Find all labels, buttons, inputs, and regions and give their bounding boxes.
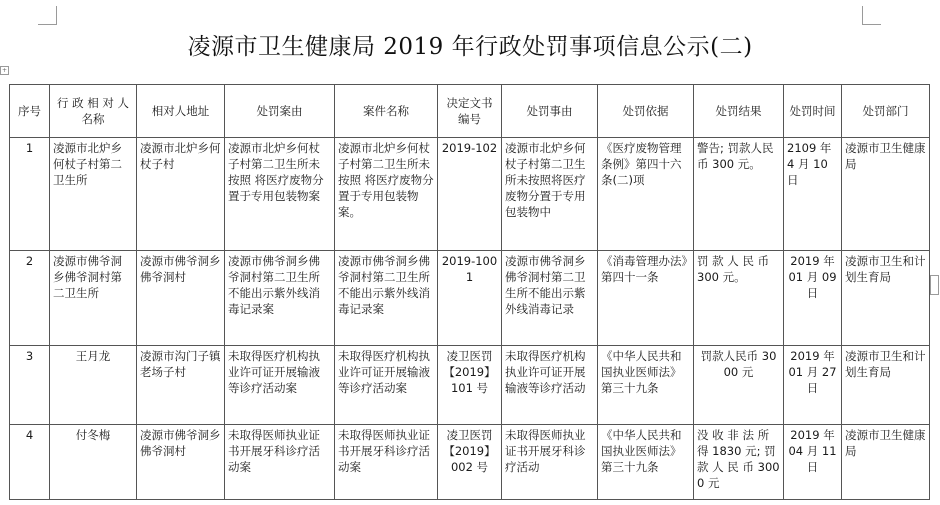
table-move-handle-icon[interactable]: + bbox=[1, 67, 8, 74]
cell-penalty-department: 凌源市卫生健康局 bbox=[842, 425, 930, 500]
table-row bbox=[10, 425, 930, 500]
cell-party-address: 凌源市佛爷洞乡佛爷洞村 bbox=[137, 251, 225, 346]
cell-party-name: 凌源市佛爷洞乡佛爷洞村第二卫生所 bbox=[50, 251, 137, 346]
header-penalty-basis: 处罚依据 bbox=[598, 85, 694, 138]
cell-case-cause: 未取得医疗机构执业许可证开展输液等诊疗活动案 bbox=[225, 346, 335, 425]
table-row bbox=[10, 138, 930, 251]
header-penalty-department: 处罚部门 bbox=[842, 85, 930, 138]
cell-penalty-reason: 凌源市北炉乡何杖子村第二卫生所未按照将医疗废物分置于专用包装物中 bbox=[502, 138, 598, 251]
cell-party-name: 付冬梅 bbox=[50, 425, 137, 500]
cell-penalty-basis: 《医疗废物管理条例》第四十六条(二)项 bbox=[598, 138, 694, 251]
header-penalty-result: 处罚结果 bbox=[694, 85, 784, 138]
cell-penalty-reason: 未取得医师执业证书开展牙科诊疗活动 bbox=[502, 425, 598, 500]
cell-penalty-date: 2109 年 4 月 10 日 bbox=[784, 138, 842, 251]
cell-decision-number: 2019-1001 bbox=[438, 251, 502, 346]
cell-index: 4 bbox=[10, 425, 50, 500]
cell-penalty-basis: 《消毒管理办法》第四十一条 bbox=[598, 251, 694, 346]
page-corner-mark-top-right bbox=[862, 6, 881, 25]
cell-case-cause: 凌源市北炉乡何杖子村第二卫生所未按照 将医疗废物分置于专用包装物案 bbox=[225, 138, 335, 251]
header-case-cause: 处罚案由 bbox=[225, 85, 335, 138]
cell-case-name: 未取得医疗机构执业许可证开展输液等诊疗活动案 bbox=[335, 346, 438, 425]
cell-penalty-result: 罚款人民币 3000 元 bbox=[694, 346, 784, 425]
cell-case-name: 未取得医师执业证书开展牙科诊疗活动案 bbox=[335, 425, 438, 500]
cell-penalty-result: 没 收 非 法 所 得 1830 元; 罚 款 人 民 币 3000 元 bbox=[694, 425, 784, 500]
cell-penalty-date: 2019 年 04 月 11 日 bbox=[784, 425, 842, 500]
table-header-row bbox=[10, 85, 930, 138]
cell-index: 3 bbox=[10, 346, 50, 425]
document-title: 凌源市卫生健康局 2019 年行政处罚事项信息公示(二) bbox=[187, 34, 753, 60]
cell-index: 2 bbox=[10, 251, 50, 346]
header-case-name: 案件名称 bbox=[335, 85, 438, 138]
table-row bbox=[10, 346, 930, 425]
cell-penalty-result: 罚 款 人 民 币 300 元。 bbox=[694, 251, 784, 346]
header-penalty-date: 处罚时间 bbox=[784, 85, 842, 138]
cell-party-address: 凌源市北炉乡何杖子村 bbox=[137, 138, 225, 251]
page-corner-mark-top-left bbox=[38, 6, 57, 25]
cell-penalty-reason: 凌源市佛爷洞乡佛爷洞村第二卫生所不能出示紫外线消毒记录 bbox=[502, 251, 598, 346]
cell-party-address: 凌源市佛爷洞乡佛爷洞村 bbox=[137, 425, 225, 500]
cell-penalty-department: 凌源市卫生和计划生育局 bbox=[842, 251, 930, 346]
cell-decision-number: 2019-102 bbox=[438, 138, 502, 251]
header-party-name: 行 政 相 对 人 名称 bbox=[50, 85, 137, 138]
header-decision-number: 决定文书编号 bbox=[438, 85, 502, 138]
cell-case-name: 凌源市北炉乡何杖子村第二卫生所未按照 将医疗废物分置于专用包装物案。 bbox=[335, 138, 438, 251]
cell-decision-number: 凌卫医罚【2019】101 号 bbox=[438, 346, 502, 425]
cell-penalty-department: 凌源市卫生和计划生育局 bbox=[842, 346, 930, 425]
cell-penalty-date: 2019 年 01 月 09 日 bbox=[784, 251, 842, 346]
cell-penalty-reason: 未取得医疗机构执业许可证开展输液等诊疗活动 bbox=[502, 346, 598, 425]
cell-case-name: 凌源市佛爷洞乡佛爷洞村第二卫生所不能出示紫外线消毒记录案 bbox=[335, 251, 438, 346]
cell-penalty-department: 凌源市卫生健康局 bbox=[842, 138, 930, 251]
cell-penalty-basis: 《中华人民共和国执业医师法》第三十九条 bbox=[598, 425, 694, 500]
cell-case-cause: 未取得医师执业证书开展牙科诊疗活动案 bbox=[225, 425, 335, 500]
cell-party-name: 王月龙 bbox=[50, 346, 137, 425]
cell-decision-number: 凌卫医罚【2019】002 号 bbox=[438, 425, 502, 500]
cell-party-name: 凌源市北炉乡何杖子村第二卫生所 bbox=[50, 138, 137, 251]
cell-party-address: 凌源市沟门子镇老场子村 bbox=[137, 346, 225, 425]
header-party-address: 相对人地址 bbox=[137, 85, 225, 138]
header-index: 序号 bbox=[10, 85, 50, 138]
penalty-info-table bbox=[9, 84, 930, 500]
cell-penalty-result: 警告; 罚款人民币 300 元。 bbox=[694, 138, 784, 251]
table-resize-handle-icon[interactable] bbox=[930, 275, 939, 295]
header-penalty-reason: 处罚事由 bbox=[502, 85, 598, 138]
cell-case-cause: 凌源市佛爷洞乡佛爷洞村第二卫生所不能出示紫外线消毒记录案 bbox=[225, 251, 335, 346]
cell-penalty-basis: 《中华人民共和国执业医师法》第三十九条 bbox=[598, 346, 694, 425]
cell-index: 1 bbox=[10, 138, 50, 251]
table-row bbox=[10, 251, 930, 346]
cell-penalty-date: 2019 年 01 月 27 日 bbox=[784, 346, 842, 425]
